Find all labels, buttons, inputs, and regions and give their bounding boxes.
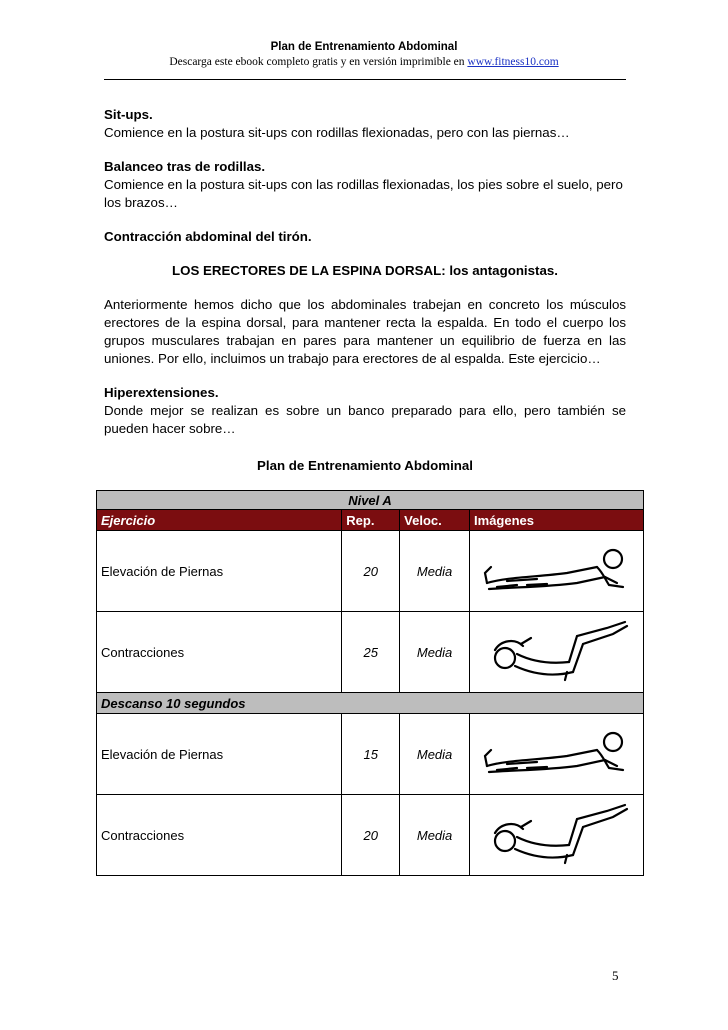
- page-header: [0, 40, 728, 70]
- situps-title: Sit-ups.: [104, 107, 153, 122]
- table-row: [97, 612, 644, 693]
- hiper-paragraph: [104, 384, 626, 438]
- table-header-row: [97, 510, 644, 531]
- exercise-speed: Media: [400, 795, 470, 876]
- exercise-name: Elevación de Piernas: [97, 531, 342, 612]
- crunch-figure-icon: [477, 614, 637, 690]
- exercise-reps: 20: [342, 531, 400, 612]
- rest-row: [97, 693, 644, 714]
- table-row: [97, 795, 644, 876]
- page-number: 5: [612, 968, 619, 983]
- header-reps: Rep.: [342, 510, 400, 531]
- exercise-name: Elevación de Piernas: [97, 714, 342, 795]
- situps-text: Comience en la postura sit-ups con rodillas flexionadas, pero con las piernas…: [104, 125, 570, 140]
- erectores-text: Anteriormente hemos dicho que los abdominales trabejan en concreto los músculos erectores de la espina dorsal, para mantener recta la espalda. En todo el cuerpo los grupos musculares trabajan en pares para mantener un equilibrio de fuerza en las uniones. Por ello, incluimos un trabajo para erectores de al espalda. Este ejercicio…: [104, 297, 626, 366]
- situps-paragraph: [104, 106, 626, 142]
- level-row: [97, 491, 644, 510]
- exercise-name: Contracciones: [97, 795, 342, 876]
- hiper-title: Hiperextensiones.: [104, 385, 219, 400]
- crunch-figure-icon: [477, 797, 637, 873]
- table-row: [97, 714, 644, 795]
- workout-table: [96, 490, 644, 876]
- exercise-speed: Media: [400, 612, 470, 693]
- header-subtitle-text: Descarga este ebook completo gratis y en versión imprimible en: [169, 56, 465, 68]
- exercise-name: Contracciones: [97, 612, 342, 693]
- level-label: Nivel A: [97, 491, 644, 510]
- header-images: Imágenes: [470, 510, 644, 531]
- header-subtitle: [0, 54, 728, 70]
- header-exercise: Ejercicio: [97, 510, 342, 531]
- exercise-image: [470, 612, 644, 693]
- exercise-reps: 25: [342, 612, 400, 693]
- header-title: Plan de Entrenamiento Abdominal: [270, 41, 458, 53]
- balanceo-paragraph: [104, 158, 626, 212]
- header-link[interactable]: www.fitness10.com: [467, 56, 559, 68]
- exercise-image: [470, 531, 644, 612]
- exercise-speed: Media: [400, 531, 470, 612]
- table-row: [97, 531, 644, 612]
- header-speed: Veloc.: [400, 510, 470, 531]
- balanceo-title: Balanceo tras de rodillas.: [104, 159, 266, 174]
- leg-raise-figure-icon: [477, 726, 637, 782]
- contraccion-title: Contracción abdominal del tirón.: [104, 229, 312, 244]
- exercise-image: [470, 714, 644, 795]
- exercise-reps: 15: [342, 714, 400, 795]
- erectores-heading: LOS ERECTORES DE LA ESPINA DORSAL: los antagonistas.: [172, 263, 558, 278]
- exercise-reps: 20: [342, 795, 400, 876]
- table-title: Plan de Entrenamiento Abdominal: [257, 458, 473, 473]
- exercise-speed: Media: [400, 714, 470, 795]
- exercise-image: [470, 795, 644, 876]
- hiper-text: Donde mejor se realizan es sobre un banco preparado para ello, pero también se pueden hacer sobre…: [104, 403, 626, 436]
- leg-raise-figure-icon: [477, 543, 637, 599]
- rest-label: Descanso 10 segundos: [97, 693, 644, 714]
- header-divider: [104, 79, 626, 80]
- balanceo-text: Comience en la postura sit-ups con las rodillas flexionadas, los pies sobre el suelo, pero los brazos…: [104, 177, 623, 210]
- body-text: [104, 106, 626, 454]
